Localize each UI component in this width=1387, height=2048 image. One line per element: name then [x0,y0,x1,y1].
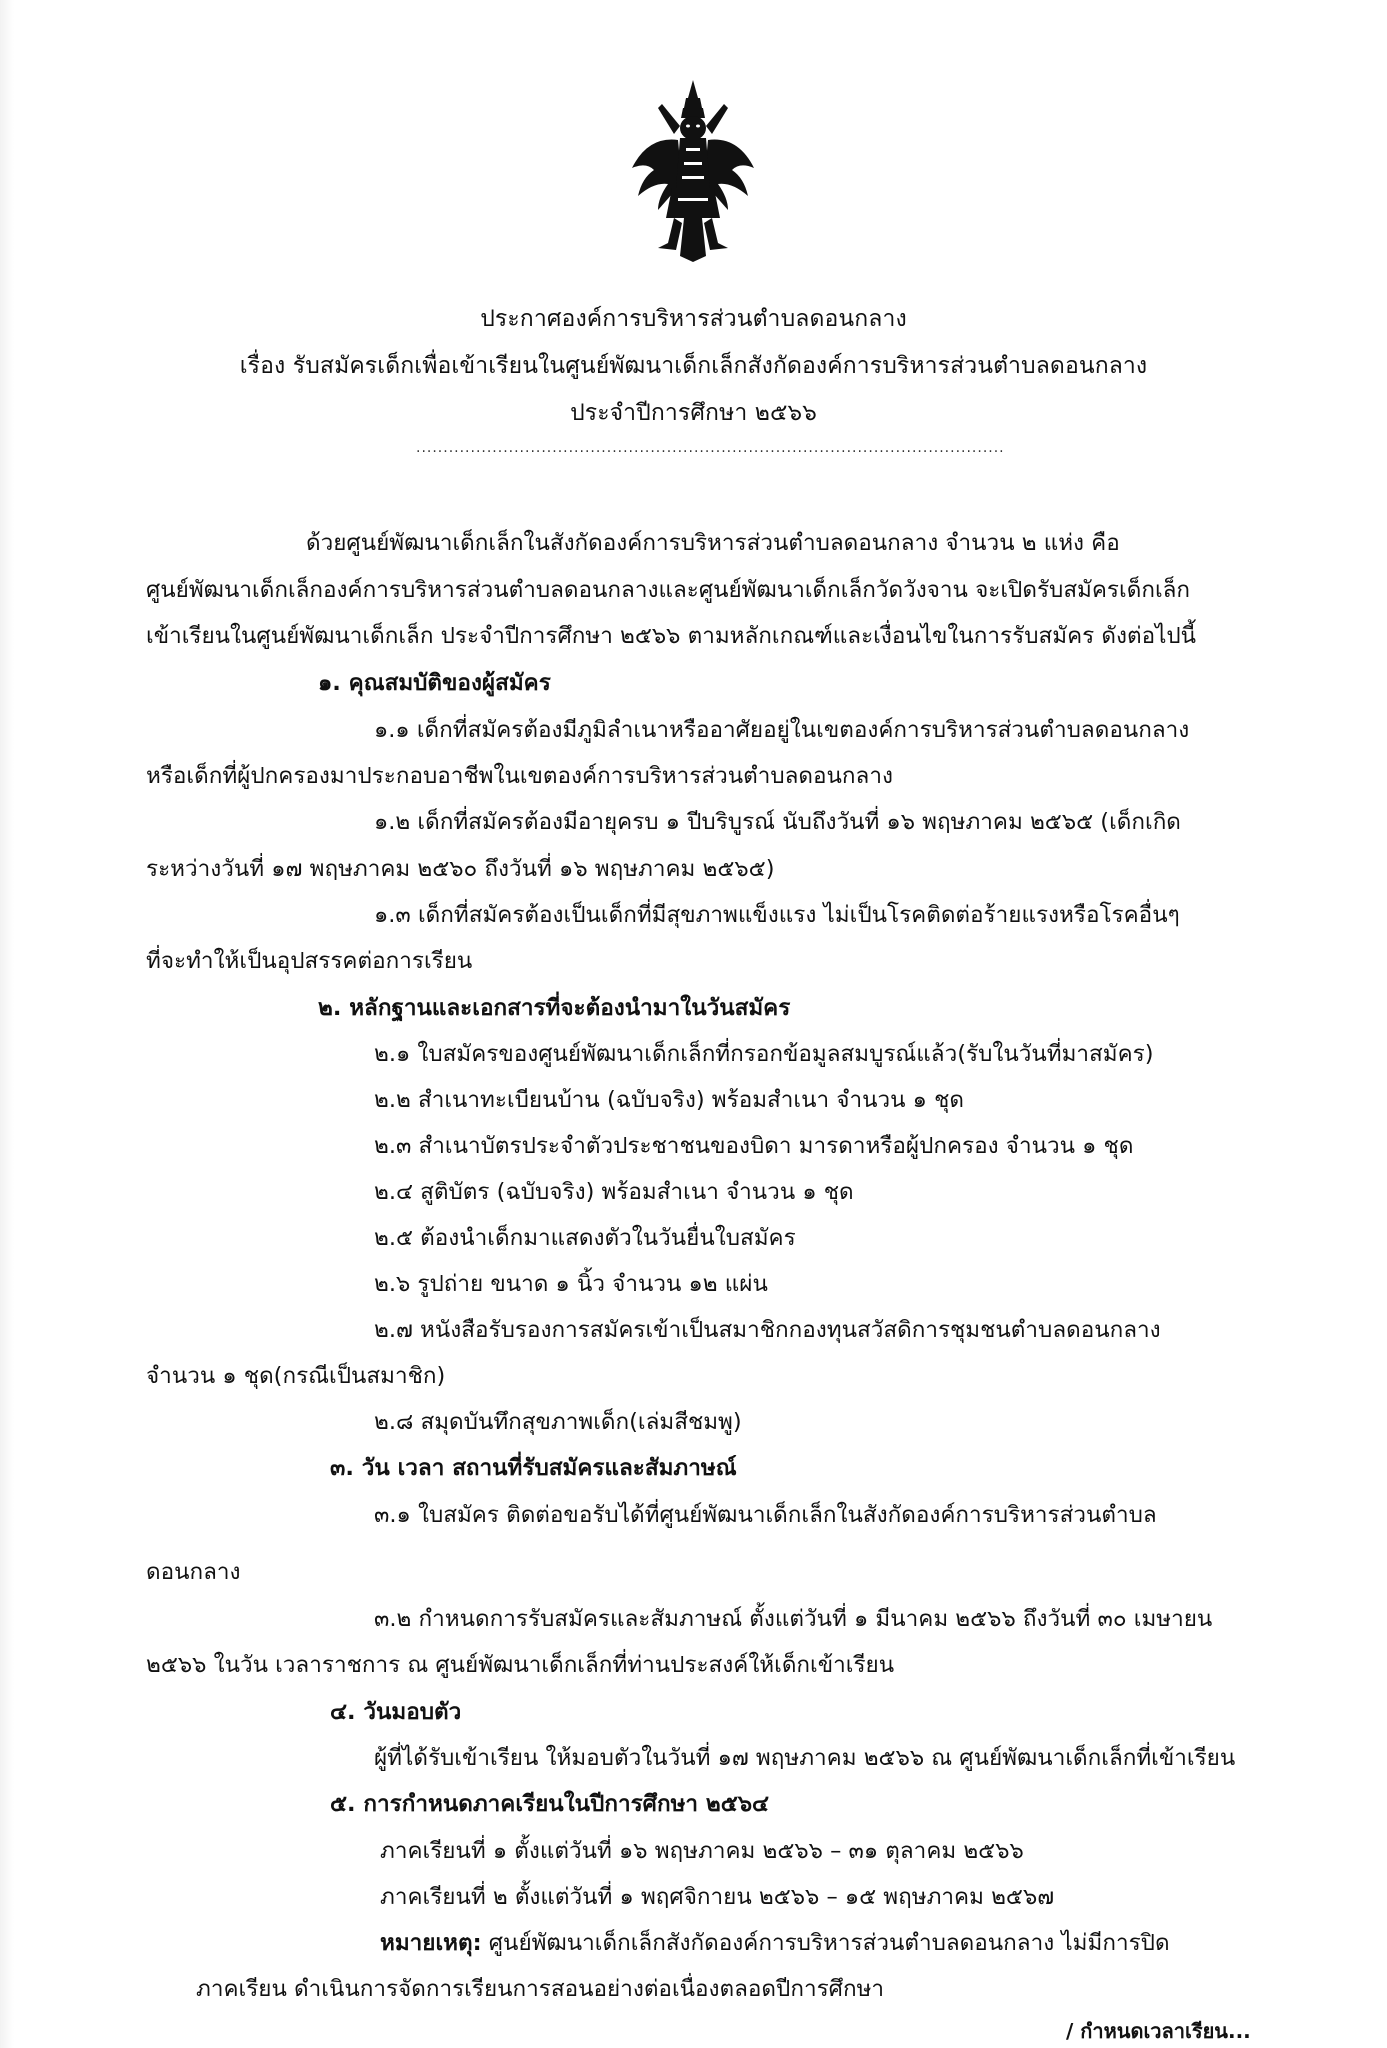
section-2-item-7-line-2: จำนวน ๑ ชุด(กรณีเป็นสมาชิก) [146,1363,446,1389]
garuda-emblem-icon [628,78,758,263]
section-4-line-1: ผู้ที่ได้รับเข้าเรียน ให้มอบตัวในวันที่ ๑๗ พฤษภาคม ๒๕๖๖ ณ ศูนย์พัฒนาเด็กเล็กที่เข้าเรียน [374,1745,1236,1771]
term-1: ภาคเรียนที่ ๑ ตั้งแต่วันที่ ๑๖ พฤษภาคม ๒๕๖๖ – ๓๑ ตุลาคม ๒๕๖๖ [380,1838,1024,1864]
continued-marker: / กำหนดเวลาเรียน... [1066,2019,1251,2043]
section-2-item-7-line-1: ๒.๗ หนังสือรับรองการสมัครเข้าเป็นสมาชิกกองทุนสวัสดิการชุมชนตำบลดอนกลาง [374,1317,1161,1343]
section-2-item-6: ๒.๖ รูปถ่าย ขนาด ๑ นิ้ว จำนวน ๑๒ แผ่น [374,1271,768,1297]
section-5-title: ๕. การกำหนดภาคเรียนในปีการศึกษา ๒๕๖๔ [330,1791,770,1817]
section-3-1-line-2: ดอนกลาง [146,1559,241,1585]
intro-line-3: เข้าเรียนในศูนย์พัฒนาเด็กเล็ก ประจำปีการศึกษา ๒๕๖๖ ตามหลักเกณฑ์และเงื่อนไขในการรับสมัคร ดังต่อไปนี้ [146,623,1197,649]
intro-line-1: ด้วยศูนย์พัฒนาเด็กเล็กในสังกัดองค์การบริหารส่วนตำบลดอนกลาง จำนวน ๒ แห่ง คือ [306,530,1120,556]
section-1-2-line-2: ระหว่างวันที่ ๑๗ พฤษภาคม ๒๕๖๐ ถึงวันที่ ๑๖ พฤษภาคม ๒๕๖๕) [146,856,775,882]
section-1-2-line-1: ๑.๒ เด็กที่สมัครต้องมีอายุครบ ๑ ปีบริบูรณ์ นับถึงวันที่ ๑๖ พฤษภาคม ๒๕๖๕ (เด็กเกิด [374,809,1181,835]
section-3-1-line-1: ๓.๑ ใบสมัคร ติดต่อขอรับได้ที่ศูนย์พัฒนาเด็กเล็กในสังกัดองค์การบริหารส่วนตำบล [374,1502,1157,1528]
section-2-item-8: ๒.๘ สมุดบันทึกสุขภาพเด็ก(เล่มสีชมพู) [374,1409,742,1435]
section-2-item-4: ๒.๔ สูติบัตร (ฉบับจริง) พร้อมสำเนา จำนวน ๑ ชุด [374,1179,854,1205]
section-1-1-line-2: หรือเด็กที่ผู้ปกครองมาประกอบอาชีพในเขตองค์การบริหารส่วนตำบลดอนกลาง [146,763,893,789]
section-4-title: ๔. วันมอบตัว [330,1699,462,1725]
section-1-3-line-1: ๑.๓ เด็กที่สมัครต้องเป็นเด็กที่มีสุขภาพแข็งแรง ไม่เป็นโรคติดต่อร้ายแรงหรือโรคอื่นๆ [374,902,1180,928]
section-2-title: ๒. หลักฐานและเอกสารที่จะต้องนำมาในวันสมัคร [318,995,791,1021]
section-3-title: ๓. วัน เวลา สถานที่รับสมัครและสัมภาษณ์ [330,1455,737,1481]
section-1-title: ๑. คุณสมบัติของผู้สมัคร [318,670,551,696]
section-1-1-line-1: ๑.๑ เด็กที่สมัครต้องมีภูมิลำเนาหรืออาศัยอยู่ในเขตองค์การบริหารส่วนตำบลดอนกลาง [374,717,1190,743]
separator-line: ............................................................................................................ [416,440,1005,456]
section-1-3-line-2: ที่จะทำให้เป็นอุปสรรคต่อการเรียน [146,948,473,974]
section-2-item-1: ๒.๑ ใบสมัครของศูนย์พัฒนาเด็กเล็กที่กรอกข้อมูลสมบูรณ์แล้ว(รับในวันที่มาสมัคร) [374,1041,1154,1067]
note-label: หมายเหตุ: [380,1930,482,1956]
section-3-2-line-1: ๓.๒ กำหนดการรับสมัครและสัมภาษณ์ ตั้งแต่วันที่ ๑ มีนาคม ๒๕๖๖ ถึงวันที่ ๓๐ เมษายน [374,1606,1213,1632]
announcement-subject: เรื่อง รับสมัครเด็กเพื่อเข้าเรียนในศูนย์พัฒนาเด็กเล็กสังกัดองค์การบริหารส่วนตำบลดอนกลาง [239,353,1148,379]
academic-year: ประจำปีการศึกษา ๒๕๖๖ [570,400,817,426]
section-2-item-3: ๒.๓ สำเนาบัตรประจำตัวประชาชนของบิดา มารดาหรือผู้ปกครอง จำนวน ๑ ชุด [374,1133,1134,1159]
note-line-1 [380,1928,1170,1958]
intro-line-2: ศูนย์พัฒนาเด็กเล็กองค์การบริหารส่วนตำบลดอนกลางและศูนย์พัฒนาเด็กเล็กวัดวังจาน จะเปิดรับสมัครเด็กเล็ก [146,577,1191,603]
note-line-2: ภาคเรียน ดำเนินการจัดการเรียนการสอนอย่างต่อเนื่องตลอดปีการศึกษา [196,1976,885,2002]
note-text-1: ศูนย์พัฒนาเด็กเล็กสังกัดองค์การบริหารส่วนตำบลดอนกลาง ไม่มีการปิด [481,1930,1170,1956]
term-2: ภาคเรียนที่ ๒ ตั้งแต่วันที่ ๑ พฤศจิกายน ๒๕๖๖ – ๑๕ พฤษภาคม ๒๕๖๗ [380,1884,1055,1910]
section-2-item-2: ๒.๒ สำเนาทะเบียนบ้าน (ฉบับจริง) พร้อมสำเนา จำนวน ๑ ชุด [374,1087,964,1113]
section-3-2-line-2: ๒๕๖๖ ในวัน เวลาราชการ ณ ศูนย์พัฒนาเด็กเล็กที่ท่านประสงค์ให้เด็กเข้าเรียน [146,1652,895,1678]
announcement-title: ประกาศองค์การบริหารส่วนตำบลดอนกลาง [480,306,907,332]
section-2-item-5: ๒.๕ ต้องนำเด็กมาแสดงตัวในวันยื่นใบสมัคร [374,1225,796,1251]
